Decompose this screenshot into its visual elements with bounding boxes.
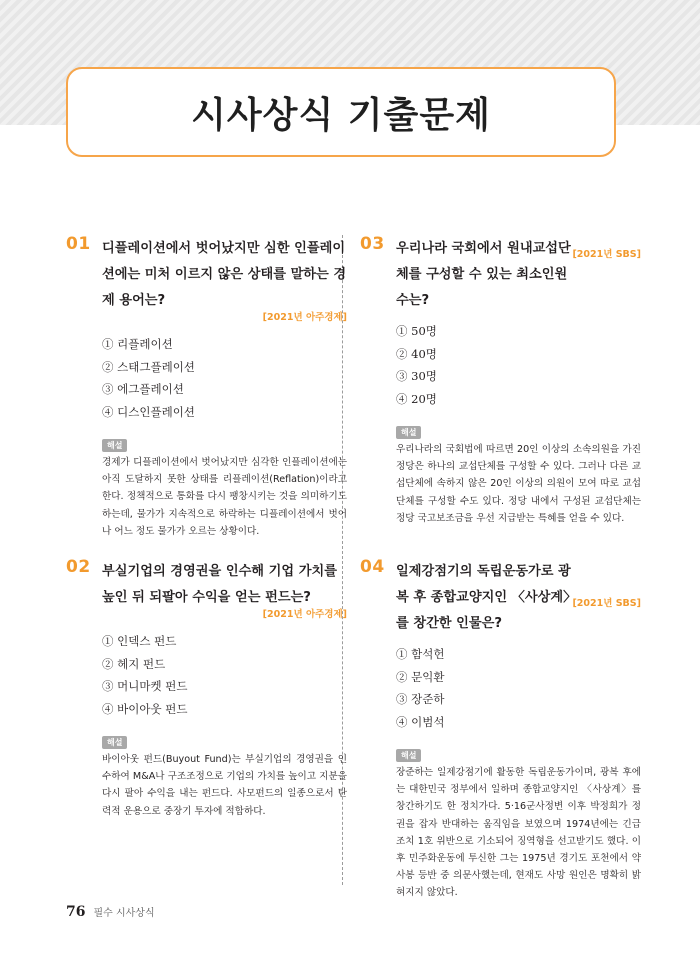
explanation-text: 경제가 디플레이션에서 벗어났지만 심각한 인플레이션에는 아직 도달하지 못한 상태를 리플레이션(Reflation)이라고 한다. 정책적으로 통화를 다시 팽창시키는 것을 의미하기도 하는데, 물가가 지속적으로 하락하는 디플레이션에서 벗어나 어느 정도 물가가 오르는 상황이다.: [102, 457, 347, 537]
question-source: [2021년 SBS]: [572, 598, 641, 609]
question-02: [66, 557, 347, 820]
option-1: ① 인덱스 펀드: [102, 634, 177, 648]
question-source: [2021년 SBS]: [572, 249, 641, 260]
options-list: [102, 630, 347, 720]
option-4: ④ 디스인플레이션: [102, 404, 195, 419]
option-2: ② 40명: [396, 346, 437, 361]
explanation-label: 해설: [396, 426, 421, 439]
page-number: 76: [66, 904, 86, 920]
question-body: 일제강점기의 독립운동가로 광복 후 종합교양지인 〈사상계〉를 창간한 인물은?: [396, 564, 571, 631]
option-1: ① 50명: [396, 324, 437, 338]
option-3: ③ 장준하: [396, 692, 445, 706]
option-4: ④ 이범석: [396, 714, 445, 729]
question-text: 부실기업의 경영권을 인수해 기업 가치를 높인 뒤 되팔아 수익을 얻는 펀드는?: [102, 564, 337, 605]
option-1: ① 함석헌: [396, 647, 445, 661]
question-text: 디플레이션에서 벗어났지만 심한 인플레이션에는 미처 이르지 않은 상태를 말하는 경제 용어는?: [102, 241, 347, 308]
explanation-label: 해설: [102, 439, 127, 452]
question-number: 03: [360, 234, 385, 254]
explanation-text: 바이아웃 펀드(Buyout Fund)는 부실기업의 경영권을 인수하여 M&A나 구조조정으로 기업의 가치를 높이고 지분을 다시 팔아 수익을 내는 펀드다. 사모펀드의 일종으로서 탄력적 운용으로 중장기 투자에 적합하다.: [102, 754, 347, 817]
question-number: 02: [66, 557, 91, 577]
options-list: [396, 643, 641, 733]
option-3: ③ 30명: [396, 369, 437, 383]
question-body: 우리나라 국회에서 원내교섭단체를 구성할 수 있는 최소인원수는?: [396, 241, 571, 308]
explanation-text: 장준하는 일제강점기에 활동한 독립운동가이며, 광복 후에는 대한민국 정부에서 일하며 종합교양지인 〈사상계〉를 창간하기도 한 정치가다. 5·16군사정변 이후 박정희가 정권을 잡자 반대하는 움직임을 보였으며 1974년에는 긴급조치 1호 위반으로 기소되어 징역형을 선고받기도 했다. 이후 민주화운동에 투신한 그는 1975년 경기도 포천에서 약사봉 등반 중 의문사했는데, 현재도 사망 원인은 명확히 밝혀지지 않았다.: [396, 767, 641, 899]
question-01: [66, 234, 347, 540]
page-title: 시사상식 기출문제: [191, 94, 491, 136]
book-title: 필수 시사상식: [93, 908, 155, 919]
options-list: [102, 333, 347, 423]
question-03: [360, 234, 641, 527]
explanation-label: 해설: [102, 736, 127, 749]
option-1: ① 리플레이션: [102, 337, 173, 351]
options-list: [396, 320, 641, 410]
question-number: 01: [66, 234, 91, 254]
question-text: [396, 559, 641, 637]
option-2: ② 헤지 펀드: [102, 656, 166, 671]
page-footer: [66, 904, 155, 920]
question-04: [360, 557, 641, 902]
explanation-text: 우리나라의 국회법에 따르면 20인 이상의 소속의원을 가진 정당은 하나의 교섭단체를 구성할 수 있다. 그러나 다른 교섭단체에 속하지 않은 20인 이상의 의원이 모여 따로 교섭단체를 구성할 수도 있다. 정당 내에서 구성된 교섭단체는 정당 국고보조금을 우선 지급받는 특혜를 얻을 수 있다.: [396, 444, 641, 524]
title-banner: [66, 67, 616, 157]
explanation-label: 해설: [396, 749, 421, 762]
question-number: 04: [360, 557, 385, 577]
option-2: ② 문익환: [396, 669, 445, 684]
question-text: [396, 236, 641, 314]
option-3: ③ 머니마켓 펀드: [102, 679, 188, 693]
option-4: ④ 바이아웃 펀드: [102, 701, 188, 716]
question-source: [2021년 아주경제]: [262, 312, 347, 323]
option-4: ④ 20명: [396, 391, 437, 406]
option-3: ③ 에그플레이션: [102, 382, 184, 396]
option-2: ② 스태그플레이션: [102, 359, 195, 374]
question-source: [2021년 아주경제]: [262, 609, 347, 620]
